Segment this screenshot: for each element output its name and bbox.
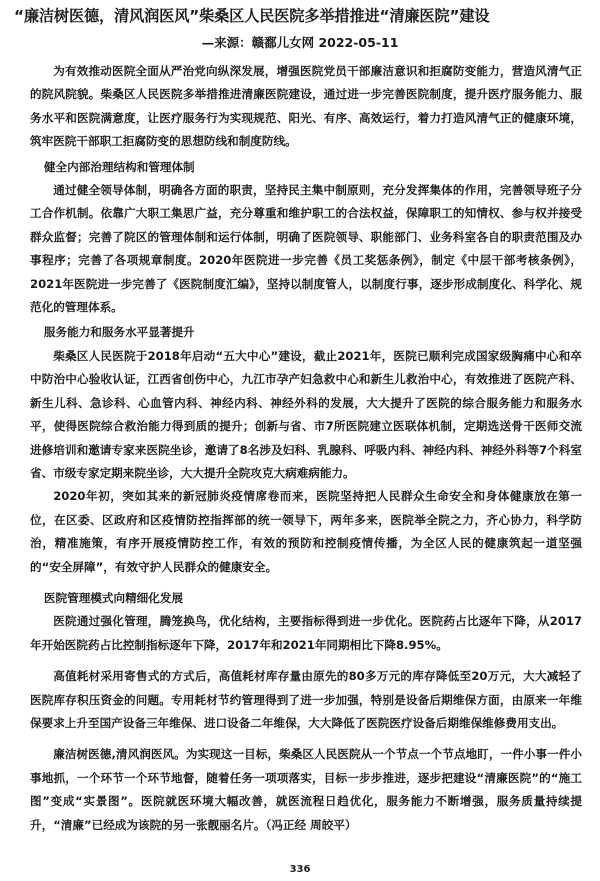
body-paragraph: 通过健全领导体制，明确各方面的职责，坚持民主集中制原则，充分发挥集体的作用，完善领导班子分工合作机制。依靠广大职工集思广益，充分尊重和维护职工的合法权益，保障职工的知情权、参与权并接受群众监督；完善了院区的管理体制和运行体制，明确了医院领导、职能部门、业务科室各自的职责范围及办事程序；完善了各项规章制度。2020年医院进一步完善《员工奖惩条例》，制定《中层干部考核条例》，2021年医院进一步完善了《医院制度汇编》，坚持以制度管人，以制度行事，逐步形成制度化、科学化、规范化的管理体系。: [30, 183, 582, 315]
section-heading: 服务能力和服务水平显著提升: [43, 325, 195, 340]
body-paragraph: 高值耗材采用寄售式的方式后，高值耗材库存量由原先的80多万元的库存降低至20万元，大大减轻了医院库存积压资金的问题。专用耗材节约管理得到了进一步加强，特别是设备后期维保方面，由原来一年维保要求上升至国产设备三年维保、进口设备二年维保，大大降低了医院医疗设备后期维保维修费用支出。: [30, 669, 582, 730]
body-paragraph: 2020年初，突如其来的新冠肺炎疫情席卷而来，医院坚持把人民群众生命安全和身体健康放在第一位，在区委、区政府和区疫情防控指挥部的统一领导下，两年多来，医院举全院之力，齐心协力，科学防治，精准施策，有序开展疫情防控工作，有效的预防和控制疫情传播，为全区人民的健康筑起一道坚强的“安全屏障”，有效守护人民群众的健康安全。: [30, 489, 582, 574]
body-paragraph: 医院通过强化管理，腾笼换鸟，优化结构，主要指标得到进一步优化。医院药占比逐年下降，从2017年开始医院药占比控制指标逐年下降，2017年和2021年同期相比下降8.95%。: [30, 614, 582, 652]
intro-paragraph: 为有效推动医院全面从严治党向纵深发展，增强医院党员干部廉洁意识和拒腐防变能力，营造风清气正的院风院貌。柴桑区人民医院多举措推进清廉医院建设，通过进一步完善医院制度，提升医疗服务能力、服务水平和医院满意度，让医疗服务行为实现规范、阳光、有序、高效运行，着力打造风清气正的健康环境，筑牢医院干部职工拒腐防变的思想防线和制度防线。: [30, 64, 582, 149]
body-paragraph: 柴桑区人民医院于2018年启动“五大中心”建设，截止2021年，医院已顺利完成国家级胸痛中心和卒中防治中心验收认证，江西省创伤中心，九江市孕产妇急救中心和新生儿救治中心，有效推进了医院产科、新生儿科、急诊科、心血管内科、神经内科、神经外科的发展，大大提升了医院的综合服务能力和服务水平，使得医院综合救治能力得到质的提升；创新与省、市7所医院建立医联体机制，定期选送骨干医师交流进修培训和邀请专家来医院坐诊，邀请了8名涉及妇科、乳腺科、呼吸内科、神经内科、神经外科等7个科室省、市级专家定期来院坐诊，大大提升全院攻克大病难病能力。: [30, 348, 582, 480]
closing-paragraph: 廉洁树医德,清风润医风。为实现这一目标，柴桑区人民医院从一个节点一个节点地盯，一件小事一件小事地抓，一个环节一个环节地督，随着任务一项项落实，目标一步步推进，逐步把建设“清廉医院”的“施工图”变成“实景图”。医院就医环境大幅改善，就医流程日趋优化，服务能力不断增强，服务质量持续提升，“清廉”已经成为该院的另一张靓丽名片。（冯正经 周皎平）: [30, 747, 582, 832]
article-source: —来源：赣鄱儿女网 2022-05-11: [201, 35, 399, 50]
section-heading: 健全内部治理结构和管理体制: [43, 159, 195, 174]
section-heading: 医院管理模式向精细化发展: [43, 590, 184, 605]
article-title: “廉洁树医德，清风润医风”柴桑区人民医院多举措推进“清廉医院”建设: [14, 7, 490, 25]
article-body: [30, 60, 582, 837]
page-number: 336: [289, 864, 311, 875]
